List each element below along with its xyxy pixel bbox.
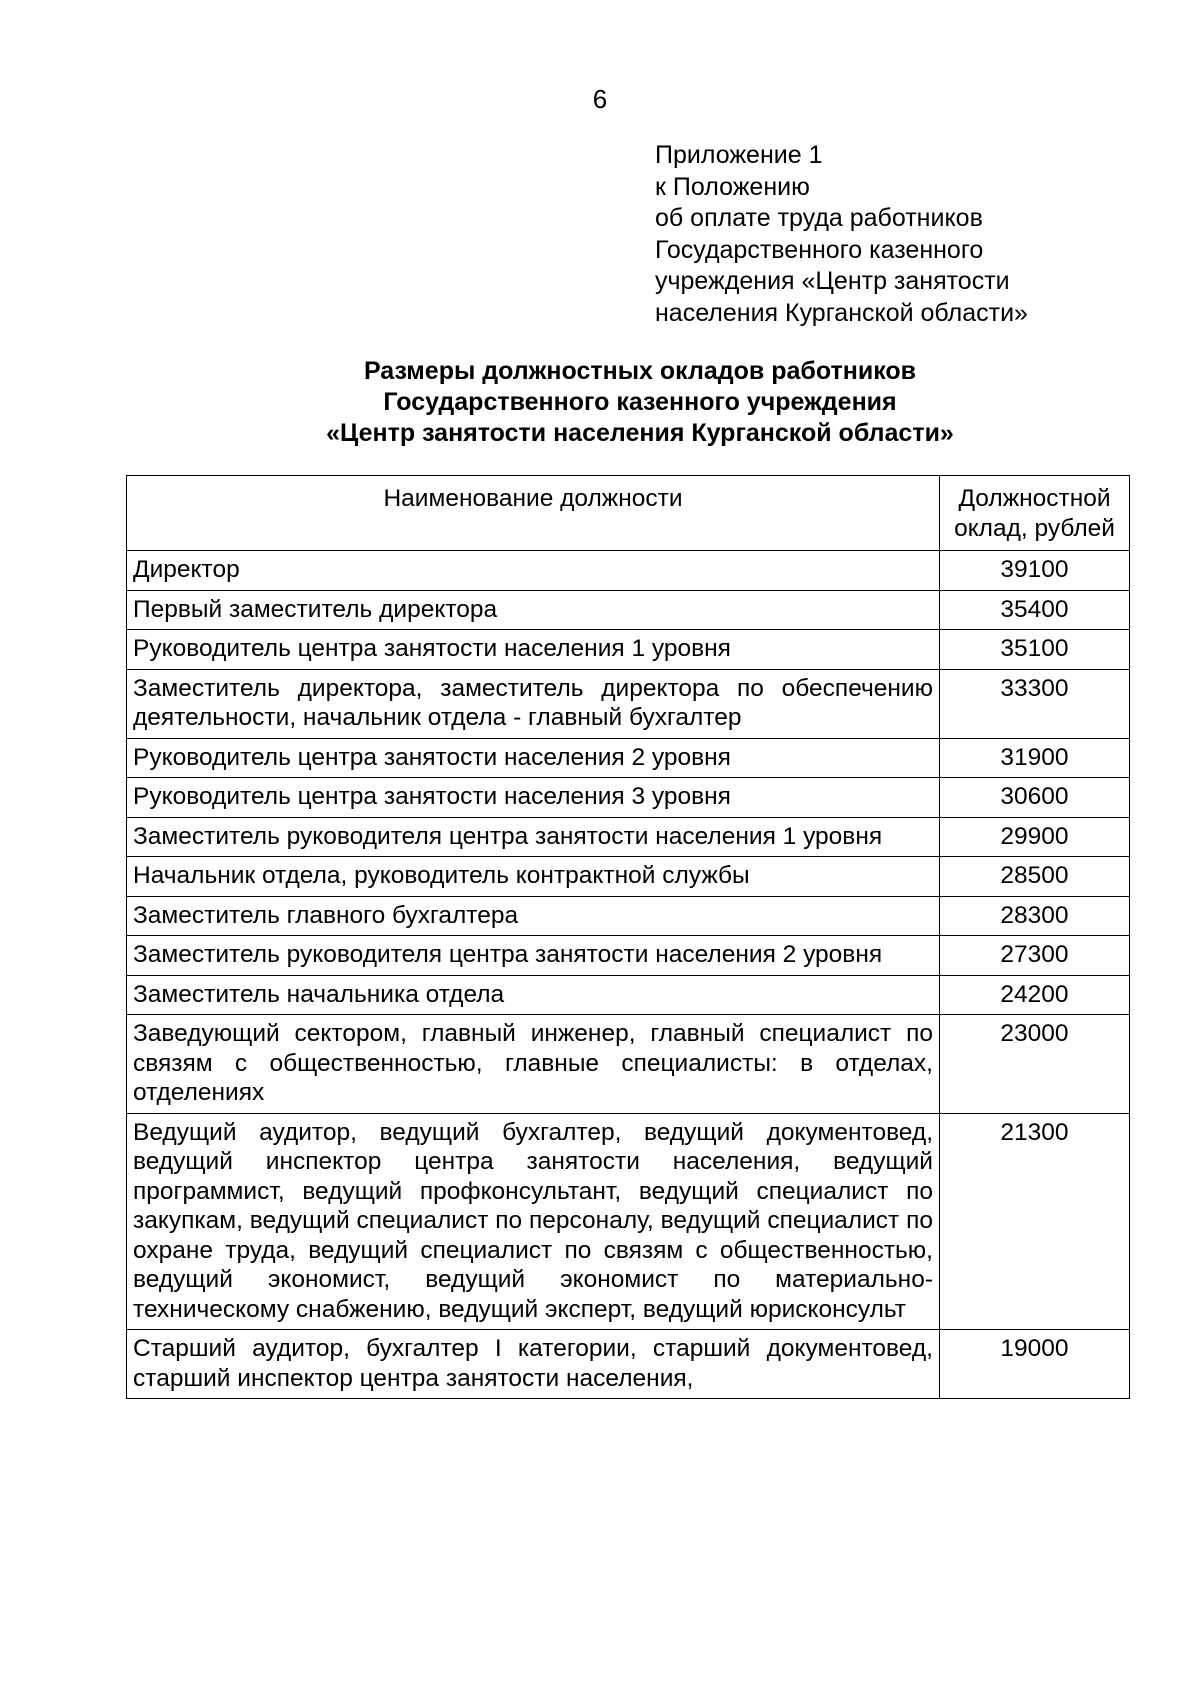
position-cell: Старший аудитор, бухгалтер I категории, старший документовед, старший инспектор центра занятости населения, — [127, 1330, 940, 1399]
salary-table — [126, 475, 1130, 1399]
position-cell: Заместитель начальника отдела — [127, 975, 940, 1015]
salary-cell: 19000 — [940, 1330, 1130, 1399]
position-cell: Руководитель центра занятости населения 1 уровня — [127, 630, 940, 670]
table-row — [127, 669, 1130, 738]
appendix-line: к Положению — [655, 172, 810, 201]
table-row — [127, 1113, 1130, 1330]
salary-cell: 29900 — [940, 817, 1130, 857]
table-row — [127, 738, 1130, 778]
salary-cell: 35100 — [940, 630, 1130, 670]
position-cell: Начальник отдела, руководитель контрактной службы — [127, 857, 940, 897]
appendix-line: учреждения «Центр занятости — [655, 267, 1010, 295]
title-line: «Центр занятости населения Курганской области» — [326, 419, 954, 447]
table-body — [127, 551, 1130, 1399]
position-cell: Заместитель главного бухгалтера — [127, 896, 940, 936]
position-cell: Руководитель центра занятости населения 2 уровня — [127, 738, 940, 778]
salary-cell: 28300 — [940, 896, 1130, 936]
header-salary: Должностной оклад, рублей — [940, 476, 1130, 551]
table-row — [127, 1330, 1130, 1399]
salary-cell: 24200 — [940, 975, 1130, 1015]
position-cell: Первый заместитель директора — [127, 590, 940, 630]
salary-cell: 31900 — [940, 738, 1130, 778]
table-row — [127, 936, 1130, 976]
page-number: 6 — [592, 84, 608, 114]
document-title — [140, 356, 1140, 449]
table-row — [127, 630, 1130, 670]
position-cell: Заместитель руководителя центра занятости населения 2 уровня — [127, 936, 940, 976]
salary-cell: 30600 — [940, 778, 1130, 818]
salary-cell: 28500 — [940, 857, 1130, 897]
table-row — [127, 551, 1130, 591]
table-row — [127, 817, 1130, 857]
appendix-line: об оплате труда работников — [655, 204, 983, 232]
table-row — [127, 1015, 1130, 1114]
table-row — [127, 590, 1130, 630]
title-line: Государственного казенного учреждения — [383, 388, 897, 416]
position-cell: Заместитель директора, заместитель директора по обеспечению деятельности, начальник отдела - главный бухгалтер — [127, 669, 940, 738]
table-row — [127, 896, 1130, 936]
appendix-line: Приложение 1 — [655, 141, 823, 169]
table-row — [127, 857, 1130, 897]
salary-cell: 33300 — [940, 669, 1130, 738]
table-header-row — [127, 476, 1130, 551]
appendix-note — [655, 140, 1095, 329]
position-cell: Заведующий сектором, главный инженер, главный специалист по связям с общественностью, главные специалисты: в отделах, отделениях — [127, 1015, 940, 1114]
salary-cell: 27300 — [940, 936, 1130, 976]
header-position: Наименование должности — [127, 476, 940, 551]
salary-cell: 35400 — [940, 590, 1130, 630]
title-line: Размеры должностных окладов работников — [363, 357, 917, 385]
position-cell: Руководитель центра занятости населения 3 уровня — [127, 778, 940, 818]
appendix-line: населения Курганской области» — [655, 298, 1028, 327]
position-cell: Директор — [127, 551, 940, 591]
salary-cell: 39100 — [940, 551, 1130, 591]
salary-cell: 21300 — [940, 1113, 1130, 1330]
table-row — [127, 778, 1130, 818]
position-cell: Заместитель руководителя центра занятости населения 1 уровня — [127, 817, 940, 857]
salary-cell: 23000 — [940, 1015, 1130, 1114]
position-cell: Ведущий аудитор, ведущий бухгалтер, ведущий документовед, ведущий инспектор центра занятости населения, ведущий программист, ведущий профконсультант, ведущий специалист по закупкам, ведущий специалист по персоналу, ведущий специалист по охране труда, ведущий специалист по связям с общественностью, ведущий экономист, ведущий экономист по материально-техническому снабжению, ведущий эксперт, ведущий юрисконсульт — [127, 1113, 940, 1330]
appendix-line: Государственного казенного — [655, 235, 984, 264]
table-row — [127, 975, 1130, 1015]
